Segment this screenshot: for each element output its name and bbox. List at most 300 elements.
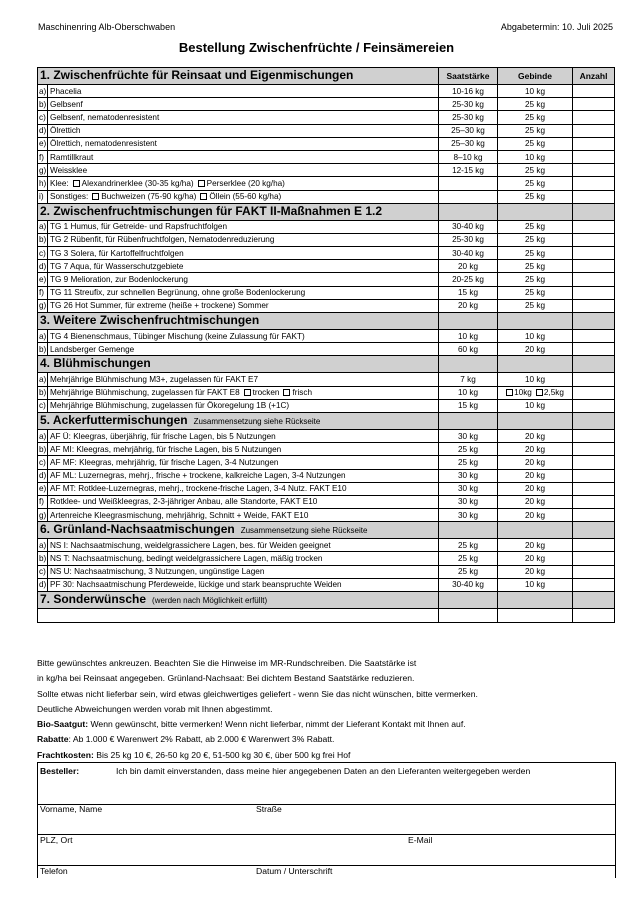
product-name <box>48 299 439 312</box>
gebinde: 10 kg <box>498 578 573 591</box>
empty-cell <box>573 313 615 330</box>
gebinde-option: 2,5kg <box>543 388 564 398</box>
row-letter: e) <box>38 482 48 495</box>
note-line: Deutliche Abweichungen werden vorab mit Ihnen abgestimmt. <box>37 703 273 714</box>
section-header <box>38 522 615 539</box>
product-name <box>48 565 439 578</box>
row-letter: c) <box>38 247 48 260</box>
product-name <box>48 482 439 495</box>
anzahl-input[interactable] <box>573 443 615 456</box>
org-name: Maschinenring Alb-Oberschwaben <box>38 22 176 32</box>
section-title: 5. Ackerfuttermischungen <box>40 412 188 427</box>
section-title: 4. Blühmischungen <box>40 356 151 371</box>
checkbox[interactable] <box>73 180 80 187</box>
anzahl-input[interactable] <box>573 552 615 565</box>
product-name <box>48 247 439 260</box>
product-name-text: TG 7 Aqua, für Wasserschutzgebiete <box>50 261 184 271</box>
gebinde: 25 kg <box>498 247 573 260</box>
product-name <box>48 220 439 233</box>
row-letter: b) <box>38 343 48 356</box>
col-header-anzahl: Anzahl <box>573 68 615 85</box>
gebinde: 20 kg <box>498 539 573 552</box>
bio-text: Wenn gewünscht, bitte vermerken! Wenn nicht lieferbar, nimmt der Lieferant Kontakt mit Ihnen auf. <box>88 719 466 730</box>
anzahl-input[interactable] <box>573 299 615 312</box>
section-title-cell <box>38 313 439 330</box>
product-name-text: Rotklee- und Weißkleegras, 2-3-jähriger Anbau, alle Standorte, FAKT E10 <box>50 497 318 507</box>
option-label: trocken <box>252 388 280 398</box>
product-name-text: AF MF: Kleegras, mehrjährig, für frische Lagen, 3-4 Nutzungen <box>50 457 279 467</box>
row-letter: c) <box>38 456 48 469</box>
product-name <box>48 386 439 399</box>
anzahl-input[interactable] <box>573 85 615 98</box>
product-name-text: Landsberger Gemenge <box>50 344 135 354</box>
product-row <box>38 399 615 412</box>
product-row <box>38 495 615 508</box>
rabatt-text: : Ab 1.000 € Warenwert 2% Rabatt, ab 2.000 € Warenwert 3% Rabatt. <box>68 734 335 745</box>
gebinde: 25 kg <box>498 137 573 150</box>
section-note: Zusammensetzung siehe Rückseite <box>193 416 321 426</box>
product-name-text: TG 11 Streufix, zur schnellen Begrünung, ohne große Bodenlockerung <box>50 288 306 298</box>
gebinde: 20 kg <box>498 469 573 482</box>
option-label: Buchweizen (75-90 kg/ha) <box>101 192 197 202</box>
product-row <box>38 539 615 552</box>
empty-cell <box>498 592 573 609</box>
anzahl-input[interactable] <box>573 386 615 399</box>
row-letter: g) <box>38 164 48 177</box>
gebinde: 25 kg <box>498 233 573 246</box>
product-row <box>38 509 615 522</box>
section-header <box>38 203 615 220</box>
product-name-text: Phacelia <box>50 86 82 96</box>
row-letter: a) <box>38 539 48 552</box>
product-name <box>48 85 439 98</box>
fracht-text: Bis 25 kg 10 €, 26-50 kg 20 €, 51-500 kg 30 €, über 500 kg frei Hof <box>93 749 351 760</box>
saatstaerke: 30-40 kg <box>439 578 498 591</box>
row-letter: b) <box>38 386 48 399</box>
product-name-text: PF 30: Nachsaatmischung Pferdeweide, lückige und stark beanspruchte Weiden <box>50 580 342 590</box>
product-name-text: NS U: Nachsaatmischung, 3 Nutzungen, ungünstige Lagen <box>50 567 265 577</box>
gebinde: 10 kg <box>498 150 573 163</box>
anzahl-input[interactable] <box>573 469 615 482</box>
row-letter: b) <box>38 98 48 111</box>
gebinde <box>498 386 573 399</box>
anzahl-input[interactable] <box>573 343 615 356</box>
anzahl-input[interactable] <box>573 273 615 286</box>
gebinde: 20 kg <box>498 429 573 442</box>
section-note: (werden nach Möglichkeit erfüllt) <box>152 596 268 605</box>
product-name <box>48 429 439 442</box>
anzahl-input[interactable] <box>573 482 615 495</box>
product-name <box>48 273 439 286</box>
product-name-text: Artenreiche Kleegrasmischung, mehrjährig, Schnitt + Weide, FAKT E10 <box>50 510 309 520</box>
product-row <box>38 190 615 203</box>
order-notes <box>37 656 617 763</box>
row-letter: c) <box>38 565 48 578</box>
product-name-text: Gelbsenf <box>50 99 83 109</box>
empty-cell <box>439 203 498 220</box>
product-name-text: AF MI: Kleegras, mehrjährig, für frische Lagen, bis 5 Nutzungen <box>50 444 282 454</box>
checkbox[interactable] <box>506 389 513 396</box>
product-name <box>48 233 439 246</box>
empty-cell[interactable] <box>573 609 615 623</box>
col-header-gebinde: Gebinde <box>498 68 573 85</box>
besteller-row[interactable] <box>38 763 615 805</box>
product-name-text: TG 1 Humus, für Getreide- und Rapsfruchtfolgen <box>50 222 228 232</box>
empty-cell[interactable] <box>439 609 498 623</box>
anzahl-input[interactable] <box>573 124 615 137</box>
order-table <box>37 67 615 623</box>
product-name <box>48 578 439 591</box>
gebinde: 10 kg <box>498 85 573 98</box>
email-label: E-Mail <box>408 835 433 845</box>
product-row <box>38 373 615 386</box>
saatstaerke: 25 kg <box>439 443 498 456</box>
product-name-text: TG 3 Solera, für Kartoffelfruchtfolgen <box>50 248 184 258</box>
saatstaerke: 25–30 kg <box>439 137 498 150</box>
checkbox[interactable] <box>283 389 290 396</box>
product-name-text: TG 9 Melioration, zur Bodenlockerung <box>50 275 188 285</box>
sonderwunsch-input[interactable] <box>38 609 439 623</box>
saatstaerke: 25-30 kg <box>439 111 498 124</box>
anzahl-input[interactable] <box>573 373 615 386</box>
row-letter: e) <box>38 137 48 150</box>
product-name-text: Mehrjährige Blühmischung, zugelassen für FAKT E8 <box>50 388 240 398</box>
product-row <box>38 552 615 565</box>
anzahl-input[interactable] <box>573 150 615 163</box>
fracht-label: Frachtkosten: <box>37 749 94 760</box>
gebinde: 20 kg <box>498 552 573 565</box>
note-line: in kg/ha bei Reinsaat angegeben. Grünland-Nachsaat: Bei dichtem Bestand Saatstärke reduzieren. <box>37 673 415 684</box>
product-row <box>38 260 615 273</box>
product-name-text: AF Ü: Kleegras, überjährig, für frische Lagen, bis 5 Nutzungen <box>50 431 276 441</box>
customer-form <box>37 762 616 878</box>
saatstaerke: 10-16 kg <box>439 85 498 98</box>
product-name <box>48 260 439 273</box>
gebinde: 25 kg <box>498 273 573 286</box>
product-name <box>48 330 439 343</box>
section-note: Zusammensetzung siehe Rückseite <box>240 526 368 536</box>
bio-label: Bio-Saatgut: <box>37 719 89 730</box>
product-name <box>48 456 439 469</box>
row-letter: f) <box>38 286 48 299</box>
gebinde-option: 10kg <box>514 388 532 398</box>
row-letter: g) <box>38 299 48 312</box>
saatstaerke: 30-40 kg <box>439 220 498 233</box>
empty-cell <box>439 522 498 539</box>
product-name <box>48 552 439 565</box>
product-name-text: Mehrjährige Blühmischung, zugelassen für Ökoregelung 1B (+1C) <box>50 401 290 411</box>
row-letter: h) <box>38 177 48 190</box>
deadline: Abgabetermin: 10. Juli 2025 <box>500 22 613 32</box>
saatstaerke: 20 kg <box>439 260 498 273</box>
product-row <box>38 578 615 591</box>
product-name <box>48 469 439 482</box>
gebinde: 25 kg <box>498 220 573 233</box>
gebinde: 25 kg <box>498 124 573 137</box>
product-name-text: TG 2 Rübenfit, für Rübenfruchtfolgen, Nematodenreduzierung <box>50 235 275 245</box>
anzahl-input[interactable] <box>573 164 615 177</box>
product-row <box>38 177 615 190</box>
row-letter: a) <box>38 373 48 386</box>
section-header <box>38 68 615 85</box>
saatstaerke: 25 kg <box>439 539 498 552</box>
product-name <box>48 286 439 299</box>
gebinde: 10 kg <box>498 399 573 412</box>
note-line: Bitte gewünschtes ankreuzen. Beachten Sie die Hinweise im MR-Rundschreiben. Die Saatstärke ist <box>37 658 417 668</box>
gebinde: 10 kg <box>498 330 573 343</box>
row-letter: a) <box>38 429 48 442</box>
option-label: frisch <box>292 388 313 398</box>
row-letter: b) <box>38 443 48 456</box>
empty-cell <box>573 522 615 539</box>
saatstaerke: 10 kg <box>439 330 498 343</box>
section-title: 1. Zwischenfrüchte für Reinsaat und Eigenmischungen <box>40 68 354 82</box>
saatstaerke <box>439 190 498 203</box>
empty-cell <box>498 356 573 373</box>
saatstaerke: 30 kg <box>439 495 498 508</box>
anzahl-input[interactable] <box>573 429 615 442</box>
datum-label: Datum / Unterschrift <box>256 866 333 876</box>
option-label: Perserklee (20 kg/ha) <box>206 178 285 188</box>
section-title: 7. Sonderwünsche <box>40 592 147 606</box>
product-name <box>48 495 439 508</box>
consent-text: Ich bin damit einverstanden, dass meine hier angegebenen Daten an den Lieferanten weitergegeben werden <box>116 766 531 776</box>
product-name <box>48 343 439 356</box>
row-letter: c) <box>38 111 48 124</box>
fracht-note <box>37 748 617 763</box>
product-name <box>48 373 439 386</box>
anzahl-input[interactable] <box>573 260 615 273</box>
anzahl-input[interactable] <box>573 111 615 124</box>
section-header <box>38 592 615 609</box>
empty-cell <box>498 313 573 330</box>
bio-note <box>37 717 617 732</box>
product-row <box>38 386 615 399</box>
saatstaerke: 15 kg <box>439 286 498 299</box>
row-letter: c) <box>38 399 48 412</box>
empty-cell <box>498 412 573 429</box>
gebinde: 25 kg <box>498 98 573 111</box>
product-name <box>48 150 439 163</box>
checkbox[interactable] <box>92 193 99 200</box>
saatstaerke <box>439 177 498 190</box>
product-name <box>48 177 439 190</box>
product-name-text: Weissklee <box>50 165 88 175</box>
saatstaerke: 25-30 kg <box>439 98 498 111</box>
row-letter: a) <box>38 330 48 343</box>
saatstaerke: 25 kg <box>439 552 498 565</box>
saatstaerke: 30 kg <box>439 429 498 442</box>
row-letter: e) <box>38 273 48 286</box>
telefon-label: Telefon <box>40 866 68 876</box>
saatstaerke: 30 kg <box>439 509 498 522</box>
anzahl-input[interactable] <box>573 190 615 203</box>
rabatt-label: Rabatte <box>37 734 69 745</box>
saatstaerke: 25 kg <box>439 456 498 469</box>
gebinde: 25 kg <box>498 177 573 190</box>
row-letter: f) <box>38 150 48 163</box>
gebinde: 20 kg <box>498 509 573 522</box>
anzahl-input[interactable] <box>573 565 615 578</box>
sonderwunsch-row <box>38 609 615 623</box>
product-row <box>38 299 615 312</box>
product-name-text: Ramtillkraut <box>50 152 94 162</box>
row-letter: i) <box>38 190 48 203</box>
saatstaerke: 8–10 kg <box>439 150 498 163</box>
gebinde: 25 kg <box>498 111 573 124</box>
anzahl-input[interactable] <box>573 177 615 190</box>
anzahl-input[interactable] <box>573 495 615 508</box>
section-title: 3. Weitere Zwischenfruchtmischungen <box>40 313 260 327</box>
section-header <box>38 356 615 373</box>
product-name-text: TG 4 Bienenschmaus, Tübinger Mischung (keine Zulassung für FAKT) <box>50 331 305 341</box>
gebinde: 25 kg <box>498 299 573 312</box>
product-row <box>38 443 615 456</box>
gebinde: 25 kg <box>498 190 573 203</box>
product-name <box>48 111 439 124</box>
product-name-text: Klee: <box>50 178 69 188</box>
saatstaerke: 30 kg <box>439 469 498 482</box>
anzahl-input[interactable] <box>573 233 615 246</box>
col-header-saatstaerke: Saatstärke <box>439 68 498 85</box>
checkbox[interactable] <box>198 180 205 187</box>
section-title: 6. Grünland-Nachsaatmischungen <box>40 522 235 537</box>
plz-label: PLZ, Ort <box>40 835 73 845</box>
page-title: Bestellung Zwischenfrüchte / Feinsämereien <box>178 40 455 55</box>
section-title-cell <box>38 412 439 429</box>
product-name <box>48 509 439 522</box>
product-name <box>48 164 439 177</box>
product-name-text: NS I: Nachsaatmischung, weidelgrassichere Lagen, bes. für Weiden geeignet <box>50 540 331 550</box>
section-title-cell <box>38 203 439 220</box>
product-name <box>48 137 439 150</box>
product-name <box>48 399 439 412</box>
gebinde: 10 kg <box>498 373 573 386</box>
product-row <box>38 330 615 343</box>
saatstaerke: 25 kg <box>439 565 498 578</box>
section-title-cell <box>38 68 439 85</box>
saatstaerke: 7 kg <box>439 373 498 386</box>
product-name-text: NS T: Nachsaatmischung, bedingt weidelgrassichere Lagen, mäßig trocken <box>50 554 323 564</box>
product-name-text: Ölrettich <box>50 126 81 136</box>
row-letter: d) <box>38 469 48 482</box>
product-row <box>38 85 615 98</box>
empty-cell <box>498 203 573 220</box>
empty-cell <box>439 592 498 609</box>
gebinde: 25 kg <box>498 260 573 273</box>
product-row <box>38 137 615 150</box>
telefon-row[interactable] <box>38 866 615 878</box>
option-label: Alexandrinerklee (30-35 kg/ha) <box>81 178 194 188</box>
row-letter: g) <box>38 509 48 522</box>
empty-cell <box>439 412 498 429</box>
rabatt-note <box>37 732 617 747</box>
checkbox[interactable] <box>244 389 251 396</box>
vorname-label: Vorname, Name <box>40 804 103 814</box>
anzahl-input[interactable] <box>573 98 615 111</box>
saatstaerke: 20 kg <box>439 299 498 312</box>
row-letter: b) <box>38 552 48 565</box>
besteller-label: Besteller: <box>40 766 80 776</box>
empty-cell <box>439 356 498 373</box>
gebinde: 20 kg <box>498 456 573 469</box>
name-row[interactable] <box>38 804 615 835</box>
gebinde: 20 kg <box>498 343 573 356</box>
product-row <box>38 429 615 442</box>
product-name-text: AF MT: Rotklee-Luzernegras, mehrj., trockene-frische Lagen, 3-4 Nutz. FAKT E10 <box>50 484 347 494</box>
product-row <box>38 343 615 356</box>
saatstaerke: 25–30 kg <box>439 124 498 137</box>
product-row <box>38 124 615 137</box>
gebinde: 25 kg <box>498 164 573 177</box>
plz-row[interactable] <box>38 835 615 866</box>
product-row <box>38 111 615 124</box>
row-letter: d) <box>38 578 48 591</box>
anzahl-input[interactable] <box>573 247 615 260</box>
anzahl-input[interactable] <box>573 330 615 343</box>
row-letter: d) <box>38 124 48 137</box>
product-name <box>48 539 439 552</box>
saatstaerke: 60 kg <box>439 343 498 356</box>
empty-cell <box>573 203 615 220</box>
anzahl-input[interactable] <box>573 456 615 469</box>
anzahl-input[interactable] <box>573 137 615 150</box>
anzahl-input[interactable] <box>573 539 615 552</box>
note-line: Sollte etwas nicht lieferbar sein, wird etwas gleichwertiges geliefert - wenn Sie das nicht wünschen, bitte vermerken. <box>37 688 478 699</box>
saatstaerke: 20-25 kg <box>439 273 498 286</box>
product-name-text: Sonstiges: <box>50 192 89 202</box>
saatstaerke: 30 kg <box>439 482 498 495</box>
empty-cell[interactable] <box>498 609 573 623</box>
empty-cell <box>573 356 615 373</box>
gebinde: 25 kg <box>498 286 573 299</box>
product-name-text: Mehrjährige Blühmischung M3+, zugelassen für FAKT E7 <box>50 374 259 384</box>
product-row <box>38 482 615 495</box>
anzahl-input[interactable] <box>573 220 615 233</box>
empty-cell <box>573 412 615 429</box>
checkbox[interactable] <box>200 193 207 200</box>
section-title-cell <box>38 356 439 373</box>
section-header <box>38 313 615 330</box>
row-letter: b) <box>38 233 48 246</box>
product-row <box>38 233 615 246</box>
product-name-text: TG 26 Hot Summer, für extreme (heiße + trockene) Sommer <box>50 301 269 311</box>
empty-cell <box>498 522 573 539</box>
product-row <box>38 286 615 299</box>
row-letter: a) <box>38 85 48 98</box>
product-name-text: AF ML: Luzernegras, mehrj., frische + trockene, kalkreiche Lagen, 3-4 Nutzungen <box>50 471 346 481</box>
gebinde: 20 kg <box>498 482 573 495</box>
product-name <box>48 190 439 203</box>
product-row <box>38 220 615 233</box>
option-label: Öllein (55-60 kg/ha) <box>209 192 282 202</box>
product-name <box>48 124 439 137</box>
product-row <box>38 565 615 578</box>
anzahl-input[interactable] <box>573 399 615 412</box>
anzahl-input[interactable] <box>573 578 615 591</box>
saatstaerke: 15 kg <box>439 399 498 412</box>
anzahl-input[interactable] <box>573 286 615 299</box>
page-header <box>38 22 613 32</box>
section-title: 2. Zwischenfruchtmischungen für FAKT II-Maßnahmen E 1.2 <box>40 203 383 218</box>
product-row <box>38 98 615 111</box>
product-row <box>38 247 615 260</box>
saatstaerke: 30-40 kg <box>439 247 498 260</box>
product-name-text: Ölrettich, nematodenresistent <box>50 139 157 149</box>
empty-cell <box>573 592 615 609</box>
anzahl-input[interactable] <box>573 509 615 522</box>
checkbox[interactable] <box>536 389 543 396</box>
